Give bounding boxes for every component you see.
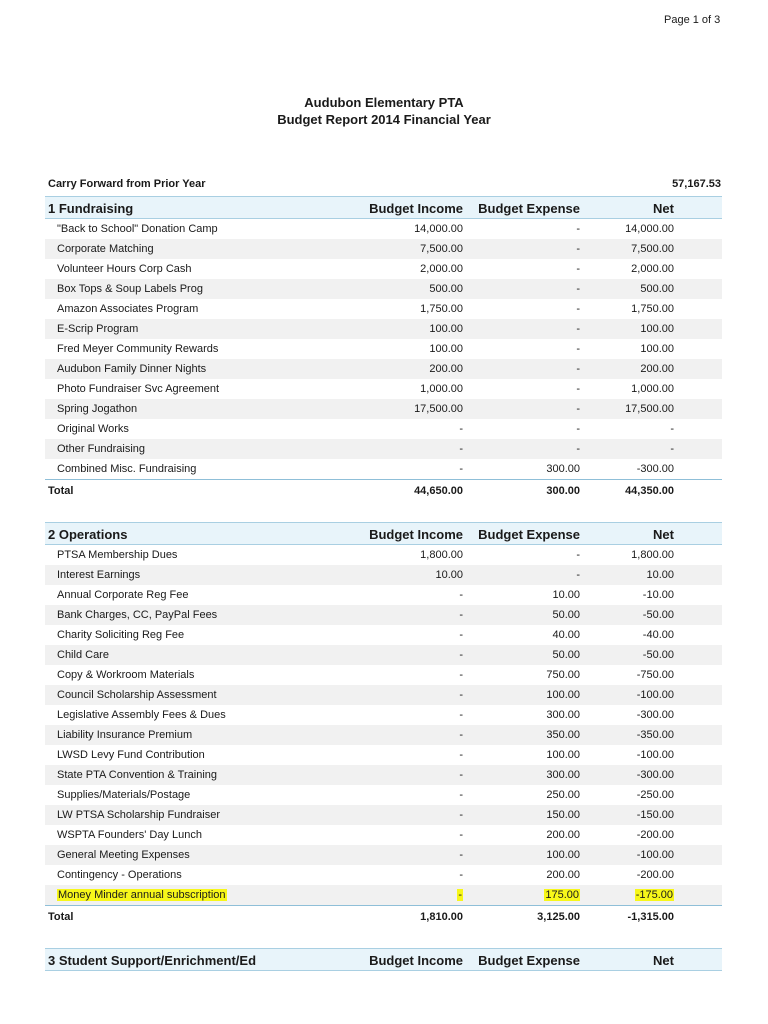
line-item-row	[45, 299, 722, 319]
line-item-row	[45, 885, 722, 905]
line-item-expense: 200.00	[546, 829, 580, 841]
line-item-row	[45, 725, 722, 745]
line-item-label: LWSD Levy Fund Contribution	[57, 749, 205, 761]
line-item-net: 500.00	[640, 283, 674, 295]
total-expense: 3,125.00	[537, 911, 580, 923]
col-header-expense: Budget Expense	[478, 201, 580, 216]
line-item-net: -750.00	[636, 669, 674, 681]
line-item-income: 17,500.00	[414, 403, 463, 415]
total-row	[45, 905, 722, 928]
line-item-label: Photo Fundraiser Svc Agreement	[57, 383, 220, 395]
line-item-label: Money Minder annual subscription	[58, 889, 226, 901]
total-row	[45, 479, 722, 502]
line-item-income: 7,500.00	[420, 243, 463, 255]
line-item-net: 17,500.00	[625, 403, 674, 415]
line-item-expense: 300.00	[546, 769, 580, 781]
line-item-label: Liability Insurance Premium	[57, 729, 193, 741]
line-item-row	[45, 685, 722, 705]
col-header-income: Budget Income	[369, 953, 463, 968]
line-item-net: -175.00	[635, 889, 673, 901]
line-item-expense: -	[576, 323, 580, 335]
line-item-row	[45, 419, 722, 439]
line-item-net: 100.00	[640, 343, 674, 355]
line-item-label: E-Scrip Program	[57, 323, 139, 335]
line-item-expense: -	[576, 303, 580, 315]
line-item-income: -	[459, 589, 463, 601]
line-item-expense: -	[576, 423, 580, 435]
line-item-net: -100.00	[636, 689, 674, 701]
line-item-expense: 300.00	[546, 709, 580, 721]
line-item-income: 14,000.00	[414, 223, 463, 235]
line-item-income: -	[459, 689, 463, 701]
line-item-net: -100.00	[636, 849, 674, 861]
line-item-income: 500.00	[429, 283, 463, 295]
line-item-expense: -	[576, 549, 580, 561]
line-item-row	[45, 585, 722, 605]
section-fundraising	[45, 196, 722, 502]
line-item-net: -40.00	[642, 629, 674, 641]
line-item-row	[45, 399, 722, 419]
line-item-expense: 100.00	[546, 749, 580, 761]
line-item-net: -150.00	[636, 809, 674, 821]
total-net: -1,315.00	[627, 911, 674, 923]
line-item-row	[45, 605, 722, 625]
line-item-label: WSPTA Founders' Day Lunch	[57, 829, 202, 841]
line-item-row	[45, 545, 722, 565]
line-item-income: -	[459, 709, 463, 721]
line-item-row	[45, 825, 722, 845]
total-net: 44,350.00	[625, 485, 674, 497]
carry-forward-row	[47, 178, 721, 193]
line-item-net: -50.00	[642, 609, 674, 621]
line-item-income: -	[459, 869, 463, 881]
line-item-label: Amazon Associates Program	[57, 303, 199, 315]
report-subtitle: Budget Report 2014 Financial Year	[277, 112, 491, 127]
line-item-net: -	[670, 443, 674, 455]
line-item-net: -200.00	[636, 829, 674, 841]
section-title: 3 Student Support/Enrichment/Ed	[48, 953, 257, 968]
line-item-row	[45, 219, 722, 239]
col-header-expense: Budget Expense	[478, 527, 580, 542]
line-item-row	[45, 865, 722, 885]
total-label: Total	[48, 485, 74, 497]
line-item-row	[45, 239, 722, 259]
line-item-label: Combined Misc. Fundraising	[57, 463, 197, 475]
page-number: Page 1 of 3	[664, 14, 721, 26]
line-item-income: -	[459, 629, 463, 641]
total-income: 1,810.00	[420, 911, 463, 923]
line-item-income: -	[459, 669, 463, 681]
line-item-expense: 250.00	[546, 789, 580, 801]
total-label: Total	[48, 911, 74, 923]
line-item-label: Child Care	[57, 649, 109, 661]
line-item-row	[45, 565, 722, 585]
line-item-net: 7,500.00	[631, 243, 674, 255]
line-item-net: 1,000.00	[631, 383, 674, 395]
line-item-expense: 150.00	[546, 809, 580, 821]
section-header	[45, 948, 722, 971]
line-item-row	[45, 805, 722, 825]
line-item-label: State PTA Convention & Training	[57, 769, 217, 781]
section-operations	[45, 522, 722, 928]
line-item-income: -	[459, 729, 463, 741]
line-item-net: -100.00	[636, 749, 674, 761]
line-item-expense: -	[576, 403, 580, 415]
line-item-net: 1,800.00	[631, 549, 674, 561]
line-item-expense: -	[576, 443, 580, 455]
line-item-row	[45, 339, 722, 359]
line-item-label: Other Fundraising	[57, 443, 146, 455]
line-item-net: 14,000.00	[625, 223, 674, 235]
line-item-income: -	[459, 789, 463, 801]
line-item-row	[45, 645, 722, 665]
line-item-label: Bank Charges, CC, PayPal Fees	[57, 609, 218, 621]
line-item-net: 100.00	[640, 323, 674, 335]
line-item-row	[45, 625, 722, 645]
line-item-income: 200.00	[429, 363, 463, 375]
line-item-income: -	[459, 463, 463, 475]
line-item-label: Fred Meyer Community Rewards	[57, 343, 219, 355]
line-item-expense: 300.00	[546, 463, 580, 475]
line-item-row	[45, 259, 722, 279]
line-item-income: -	[459, 809, 463, 821]
carry-forward-label: Carry Forward from Prior Year	[48, 178, 206, 190]
line-item-expense: -	[576, 569, 580, 581]
line-item-expense: 750.00	[546, 669, 580, 681]
section-student-support	[45, 948, 722, 971]
line-item-row	[45, 745, 722, 765]
line-item-expense: -	[576, 283, 580, 295]
line-item-label: Box Tops & Soup Labels Prog	[57, 283, 203, 295]
line-item-expense: -	[576, 363, 580, 375]
line-item-label: Annual Corporate Reg Fee	[57, 589, 189, 601]
line-item-label: Corporate Matching	[57, 243, 154, 255]
line-item-row	[45, 785, 722, 805]
line-item-expense: 100.00	[546, 689, 580, 701]
section-title: 2 Operations	[48, 527, 128, 542]
line-item-income: -	[459, 649, 463, 661]
line-item-income: 1,800.00	[420, 549, 463, 561]
line-item-label: Spring Jogathon	[57, 403, 138, 415]
line-item-label: General Meeting Expenses	[57, 849, 190, 861]
line-item-label: Original Works	[57, 423, 129, 435]
line-item-expense: -	[576, 383, 580, 395]
line-item-label: Council Scholarship Assessment	[57, 689, 217, 701]
line-item-row	[45, 765, 722, 785]
carry-forward-value: 57,167.53	[672, 178, 721, 190]
line-item-income: 2,000.00	[420, 263, 463, 275]
section-title: 1 Fundraising	[48, 201, 134, 216]
line-item-net: -250.00	[636, 789, 674, 801]
line-item-row	[45, 459, 722, 479]
line-item-label: LW PTSA Scholarship Fundraiser	[57, 809, 221, 821]
line-item-row	[45, 665, 722, 685]
line-item-net: -300.00	[636, 463, 674, 475]
line-item-row	[45, 439, 722, 459]
col-header-net: Net	[653, 201, 674, 216]
line-item-label: Volunteer Hours Corp Cash	[57, 263, 192, 275]
line-item-income: -	[459, 609, 463, 621]
line-item-expense: 50.00	[552, 649, 580, 661]
line-item-income: -	[459, 769, 463, 781]
line-item-income: 10.00	[435, 569, 463, 581]
line-item-label: Interest Earnings	[57, 569, 141, 581]
line-item-label: Charity Soliciting Reg Fee	[57, 629, 185, 641]
line-item-income: -	[459, 423, 463, 435]
section-header	[45, 196, 722, 219]
line-item-net: -200.00	[636, 869, 674, 881]
line-item-income: -	[458, 889, 462, 901]
section-header	[45, 522, 722, 545]
col-header-income: Budget Income	[369, 201, 463, 216]
total-income: 44,650.00	[414, 485, 463, 497]
line-item-label: PTSA Membership Dues	[57, 549, 178, 561]
line-item-expense: 50.00	[552, 609, 580, 621]
line-item-income: -	[459, 849, 463, 861]
line-item-net: -300.00	[636, 769, 674, 781]
total-expense: 300.00	[546, 485, 580, 497]
line-item-income: 1,750.00	[420, 303, 463, 315]
line-item-expense: 40.00	[552, 629, 580, 641]
col-header-income: Budget Income	[369, 527, 463, 542]
line-item-row	[45, 705, 722, 725]
line-item-row	[45, 279, 722, 299]
line-item-income: -	[459, 749, 463, 761]
line-item-expense: 10.00	[552, 589, 580, 601]
line-item-label: Copy & Workroom Materials	[57, 669, 195, 681]
line-item-income: -	[459, 829, 463, 841]
line-item-net: 200.00	[640, 363, 674, 375]
report-title	[0, 94, 768, 128]
line-item-income: -	[459, 443, 463, 455]
line-item-label: Contingency - Operations	[57, 869, 182, 881]
line-item-expense: 175.00	[545, 889, 579, 901]
line-item-label: Audubon Family Dinner Nights	[57, 363, 207, 375]
line-item-expense: -	[576, 223, 580, 235]
organization-title: Audubon Elementary PTA	[304, 95, 464, 110]
col-header-expense: Budget Expense	[478, 953, 580, 968]
line-item-net: 10.00	[646, 569, 674, 581]
line-item-row	[45, 359, 722, 379]
line-item-net: -300.00	[636, 709, 674, 721]
col-header-net: Net	[653, 953, 674, 968]
line-item-label: Legislative Assembly Fees & Dues	[57, 709, 226, 721]
line-item-income: 1,000.00	[420, 383, 463, 395]
line-item-expense: 200.00	[546, 869, 580, 881]
line-item-expense: -	[576, 263, 580, 275]
line-item-net: 2,000.00	[631, 263, 674, 275]
line-item-income: 100.00	[429, 343, 463, 355]
line-item-net: -350.00	[636, 729, 674, 741]
col-header-net: Net	[653, 527, 674, 542]
line-item-label: Supplies/Materials/Postage	[57, 789, 191, 801]
line-item-expense: -	[576, 243, 580, 255]
line-item-row	[45, 379, 722, 399]
line-item-net: -50.00	[642, 649, 674, 661]
line-item-label: "Back to School" Donation Camp	[57, 223, 218, 235]
line-item-expense: 100.00	[546, 849, 580, 861]
line-item-net: -10.00	[642, 589, 674, 601]
line-item-income: 100.00	[429, 323, 463, 335]
line-item-net: 1,750.00	[631, 303, 674, 315]
line-item-expense: -	[576, 343, 580, 355]
line-item-expense: 350.00	[546, 729, 580, 741]
line-item-net: -	[670, 423, 674, 435]
line-item-row	[45, 845, 722, 865]
line-item-row	[45, 319, 722, 339]
